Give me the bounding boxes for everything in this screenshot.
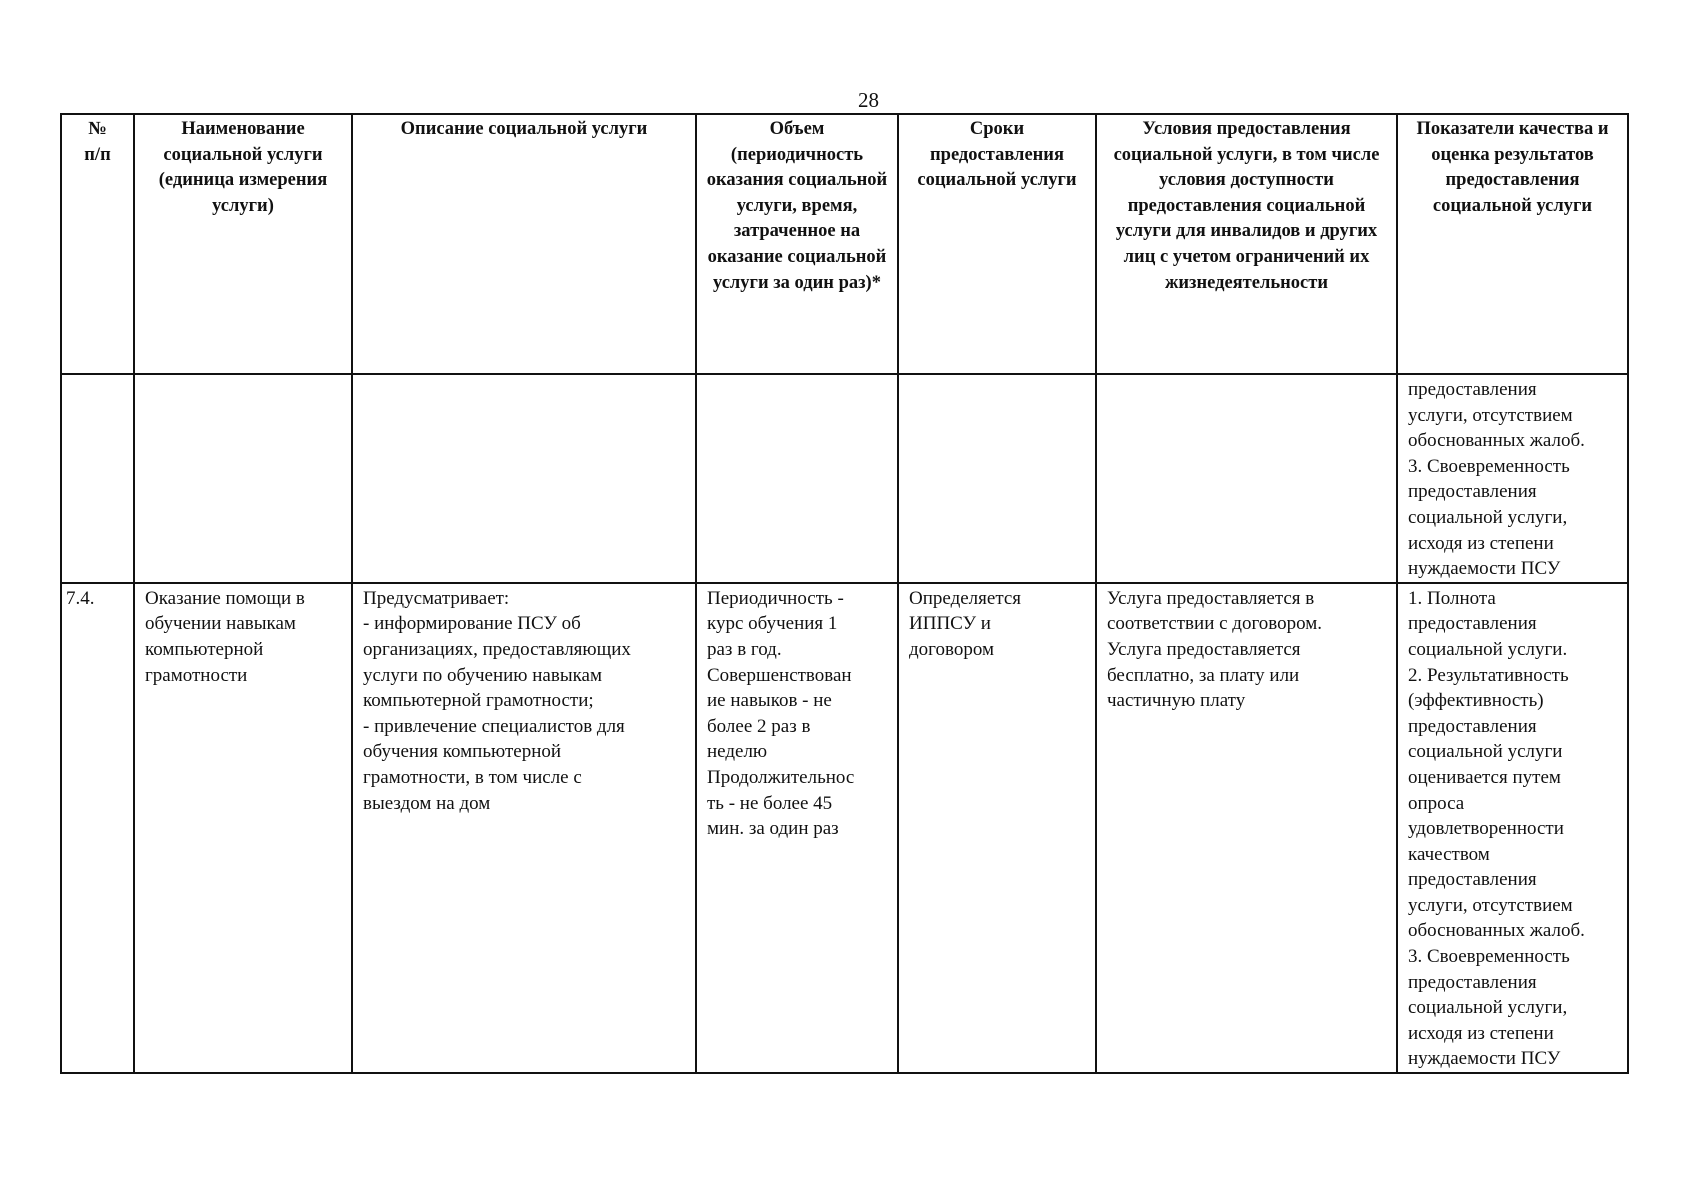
table-header-row xyxy=(61,114,1628,374)
cell-volume xyxy=(696,374,898,583)
header-volume: Объем (периодичность оказания социальной услуги, время, затраченное на оказание социальной услуги за один раз)* xyxy=(696,114,898,374)
cell-volume: Периодичность - курс обучения 1 раз в год. Совершенствован ие навыков - не более 2 раз в неделю Продолжительнос ть - не более 45 мин. за один раз xyxy=(696,583,898,1073)
cell-terms xyxy=(898,374,1096,583)
table-row xyxy=(61,583,1628,1073)
header-conditions: Условия предоставления социальной услуги, в том числе условия доступности предоставления социальной услуги для инвалидов и других лиц с учетом ограничений их жизнедеятельности xyxy=(1096,114,1397,374)
header-terms: Сроки предоставления социальной услуги xyxy=(898,114,1096,374)
header-description: Описание социальной услуги xyxy=(352,114,696,374)
cell-number xyxy=(61,374,134,583)
cell-description: Предусматривает: - информирование ПСУ об организациях, предоставляющих услуги по обучению навыкам компьютерной грамотности; - привлечение специалистов для обучения компьютерной грамотности, в том числе с выездом на дом xyxy=(352,583,696,1073)
cell-quality: предоставления услуги, отсутствием обоснованных жалоб. 3. Своевременность предоставления социальной услуги, исходя из степени нуждаемости ПСУ xyxy=(1397,374,1628,583)
cell-description xyxy=(352,374,696,583)
header-service-name: Наименование социальной услуги (единица измерения услуги) xyxy=(134,114,352,374)
table-row xyxy=(61,374,1628,583)
cell-terms: Определяется ИППСУ и договором xyxy=(898,583,1096,1073)
cell-conditions xyxy=(1096,374,1397,583)
cell-service-name: Оказание помощи в обучении навыкам компьютерной грамотности xyxy=(134,583,352,1073)
cell-number: 7.4. xyxy=(61,583,134,1073)
page-number: 28 xyxy=(858,88,879,112)
services-table xyxy=(60,113,1629,1074)
cell-conditions: Услуга предоставляется в соответствии с договором. Услуга предоставляется бесплатно, за плату или частичную плату xyxy=(1096,583,1397,1073)
header-number: № п/п xyxy=(61,114,134,374)
cell-service-name xyxy=(134,374,352,583)
header-quality: Показатели качества и оценка результатов предоставления социальной услуги xyxy=(1397,114,1628,374)
cell-quality: 1. Полнота предоставления социальной услуги. 2. Результативность (эффективность) предоставления социальной услуги оценивается путем опроса удовлетворенности качеством предоставления услуги, отсутствием обоснованных жалоб. 3. Своевременность предоставления социальной услуги, исходя из степени нуждаемости ПСУ xyxy=(1397,583,1628,1073)
